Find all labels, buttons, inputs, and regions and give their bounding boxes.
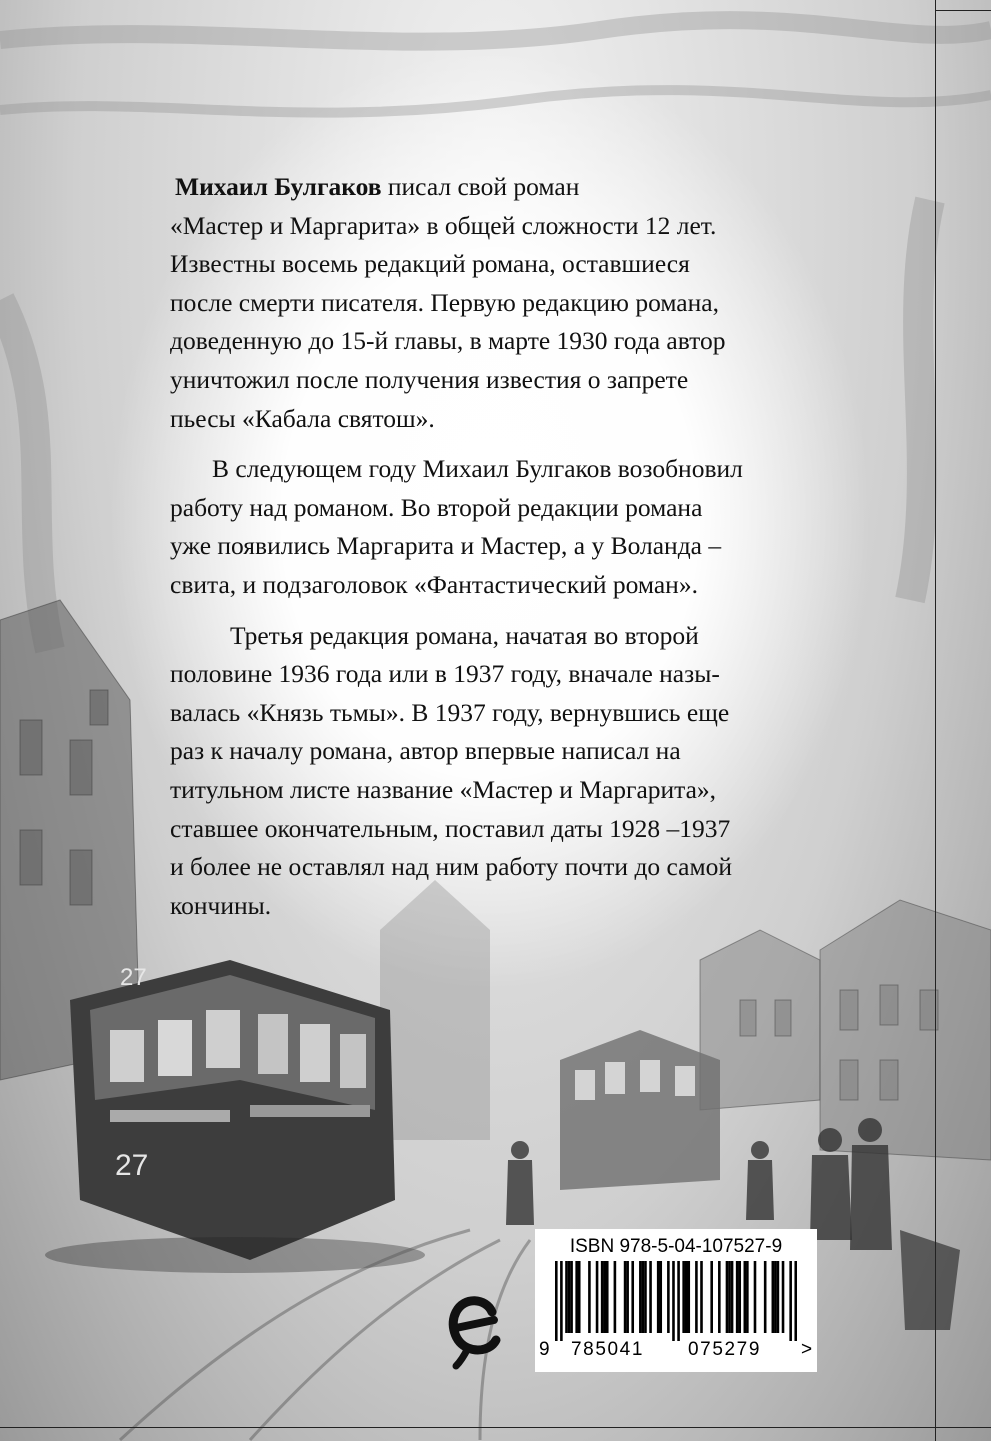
blurb-line: титульном листе название «Мастер и Маргарита», — [170, 774, 717, 804]
crop-mark-bottom — [0, 1427, 991, 1428]
barcode-right-digits: 075279 — [688, 1339, 762, 1360]
barcode-bar — [555, 1261, 558, 1341]
barcode-bar — [728, 1261, 731, 1333]
barcode-bar — [575, 1261, 578, 1333]
barcode-bar — [789, 1261, 792, 1341]
barcode-bar — [639, 1261, 642, 1333]
barcode-left-digits: 785041 — [571, 1339, 645, 1360]
barcode-bar — [570, 1261, 573, 1333]
tram-number-side: 27 — [115, 1149, 149, 1182]
blurb-line: «Мастер и Маргарита» в общей сложности 12 лет. — [170, 210, 717, 240]
blurb-line: и более не оставлял над ним работу почти до самой — [170, 852, 733, 882]
barcode-bar — [685, 1261, 688, 1333]
barcode-bar — [754, 1261, 757, 1333]
tram-number-front: 27 — [120, 964, 147, 991]
blurb-line: доведенную до 15-й главы, в марте 1930 года автор — [170, 326, 726, 356]
barcode-bar — [746, 1261, 749, 1333]
barcode-bar — [603, 1261, 606, 1333]
barcode-bar — [657, 1261, 660, 1333]
barcode-bar — [565, 1261, 568, 1333]
barcode-bar — [568, 1261, 571, 1333]
barcode-bar — [614, 1261, 617, 1333]
blurb-line: после смерти писателя. Первую редакцию романа, — [170, 287, 719, 317]
blurb-line: Третья редакция романа, начатая во второй — [230, 620, 699, 650]
barcode-bar — [677, 1261, 680, 1341]
crop-mark-right — [935, 0, 936, 1441]
blurb-paragraph-1 — [170, 168, 810, 438]
barcode-bar — [606, 1261, 609, 1333]
barcode-quiet-mark: > — [801, 1339, 813, 1360]
isbn-barcode-block — [535, 1229, 817, 1372]
blurb-line: уничтожил после получения известия о запрете — [170, 364, 689, 394]
blurb-line: пьесы «Кабала святош». — [170, 403, 435, 433]
barcode-bar — [710, 1261, 713, 1333]
blurb-line: кончины. — [170, 890, 272, 920]
blurb-line: работу над романом. Во второй редакции романа — [170, 492, 703, 522]
blurb-line: ставшее окончательным, поставил даты 1928 –1937 — [170, 813, 731, 843]
blurb-line: раз к началу романа, автор впервые написал на — [170, 736, 681, 766]
right-buildings — [700, 900, 991, 1160]
barcode-bar — [718, 1261, 721, 1333]
barcode-bar — [659, 1261, 662, 1333]
crop-mark-top — [935, 0, 991, 11]
isbn-number: ISBN 978-5-04-107527-9 — [569, 1236, 783, 1257]
barcode-bar — [736, 1261, 739, 1333]
barcode-bar — [687, 1261, 690, 1333]
barcode-bar — [672, 1261, 675, 1341]
barcode-bar — [764, 1261, 767, 1333]
blurb-line: валась «Князь тьмы». В 1937 году, вернувшись еще — [170, 697, 730, 727]
barcode-bar — [601, 1261, 604, 1333]
barcode-bar — [726, 1261, 729, 1333]
author-name: Михаил Булгаков — [175, 172, 382, 201]
barcode-bar — [631, 1261, 634, 1333]
barcode-bar — [738, 1261, 741, 1333]
barcode-bar — [667, 1261, 670, 1333]
barcode-bar — [649, 1261, 652, 1333]
barcode-bar — [624, 1261, 627, 1333]
barcode-bar — [782, 1261, 785, 1333]
barcode-bar — [682, 1261, 685, 1333]
blurb-line: свита, и подзаголовок «Фантастический роман». — [170, 569, 698, 599]
blurb-paragraph-2 — [170, 450, 810, 604]
blurb-line: Известны восемь редакций романа, оставшиеся — [170, 249, 690, 279]
blurb-line — [170, 168, 810, 207]
blurb-line: В следующем году Михаил Булгаков возобновил — [212, 454, 743, 484]
blurb-line: уже появились Маргарита и Мастер, а у Воланда – — [170, 531, 722, 561]
barcode-bar — [695, 1261, 698, 1333]
tram-main — [45, 960, 425, 1273]
barcode-bar — [588, 1261, 591, 1333]
barcode-bar — [700, 1261, 703, 1333]
barcode-bar — [744, 1261, 747, 1333]
barcode-bar — [560, 1261, 563, 1341]
barcode-bar — [777, 1261, 780, 1333]
blurb-line: половине 1936 года или в 1937 году, вначале назы- — [170, 659, 720, 689]
barcode-bar — [578, 1261, 581, 1333]
barcode-bar — [731, 1261, 734, 1333]
barcode-bar — [644, 1261, 647, 1333]
blurb-text — [170, 168, 810, 937]
blurb-text-fragment: писал свой роман — [381, 172, 580, 201]
blurb-paragraph-3 — [170, 617, 810, 926]
barcode-bar — [626, 1261, 629, 1333]
barcode-bar — [774, 1261, 777, 1333]
eksmo-logo-icon — [446, 1290, 506, 1370]
tram-background — [560, 1030, 720, 1190]
barcode-bar — [596, 1261, 599, 1333]
barcode-bar — [794, 1261, 797, 1341]
barcode-bar — [772, 1261, 775, 1333]
barcode-bars — [555, 1261, 797, 1341]
barcode-first-digit: 9 — [539, 1339, 550, 1360]
barcode-bar — [642, 1261, 645, 1333]
